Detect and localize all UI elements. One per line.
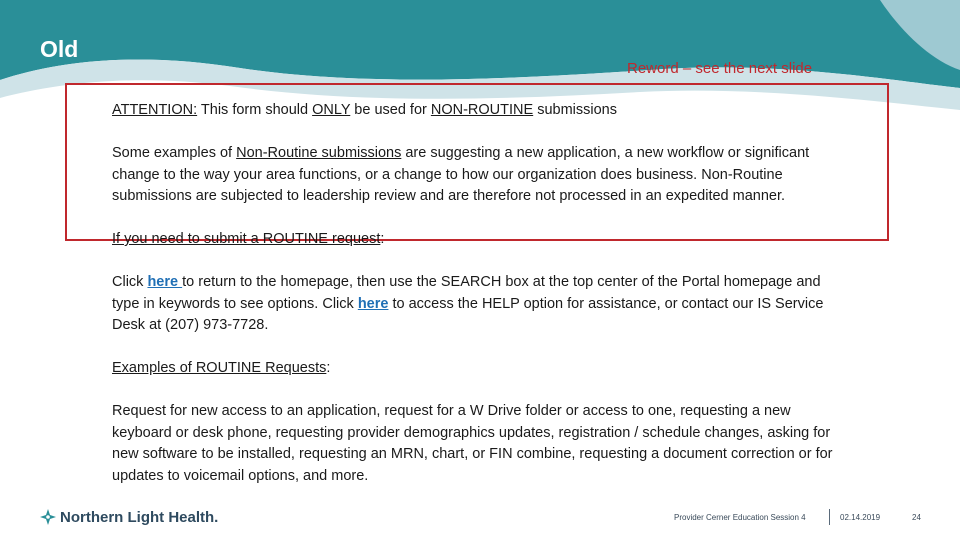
attention-paragraph [112,100,842,122]
non-routine-examples-paragraph [112,143,842,208]
routine-heading [112,229,842,251]
session-label: Provider Cerner Education Session 4 [674,513,806,522]
routine-text: Click [112,274,148,290]
date-label: 02.14.2019 [840,513,881,522]
help-link[interactable]: here [357,295,389,312]
nonroutine-text: are suggesting a new application, a new workflow or significant change to the way your area functions, or a change to how our organization does business. Non-Routine submissions are subjected to leadership review and are therefore not processed in an expedited manner. [112,145,810,204]
northern-light-logo [40,506,218,528]
routine-heading-colon: : [380,231,385,247]
routine-text: to access the HELP option for assistance, or contact our IS Service Desk at (207) 973-7728. [112,295,824,333]
logo-text: Northern Light Health. [60,508,219,526]
routine-heading-text: If you need to submit a ROUTINE request [112,231,381,247]
reword-note: Reword – see the next slide [627,60,813,77]
footer-divider [829,509,830,525]
form-instructions [112,100,842,509]
routine-text: to return to the homepage, then use the SEARCH box at the top center of the Portal homepage and type in keywords to see options. Click [112,274,821,312]
slide-title: Old [40,36,79,62]
non-routine-term: Non-Routine submissions [236,145,402,161]
routine-instructions-paragraph [112,272,842,337]
homepage-link[interactable]: here [147,274,183,290]
page-number: 24 [912,513,921,522]
examples-heading-text: Examples of ROUTINE Requests [112,360,327,376]
compass-star-icon [40,509,56,525]
nonroutine-text: Some examples of [112,145,237,161]
routine-examples-paragraph: Request for new access to an application, request for a W Drive folder or access to one, requesting a new keyboard or desk phone, requesting provider demographics updates, registration / schedule changes, asking for new software to be installed, requesting an MRN, chart, or FIN combine, requesting a document correction or for updates to voicemail options, and more. [112,403,833,484]
non-routine-emphasis: NON-ROUTINE [430,102,534,118]
examples-heading [112,358,842,380]
attention-text: submissions [533,102,617,118]
only-emphasis: ONLY [312,102,351,118]
attention-text: This form should [197,102,313,118]
attention-lead: ATTENTION: [112,102,198,118]
examples-heading-colon: : [326,360,331,376]
attention-text: be used for [350,102,431,118]
